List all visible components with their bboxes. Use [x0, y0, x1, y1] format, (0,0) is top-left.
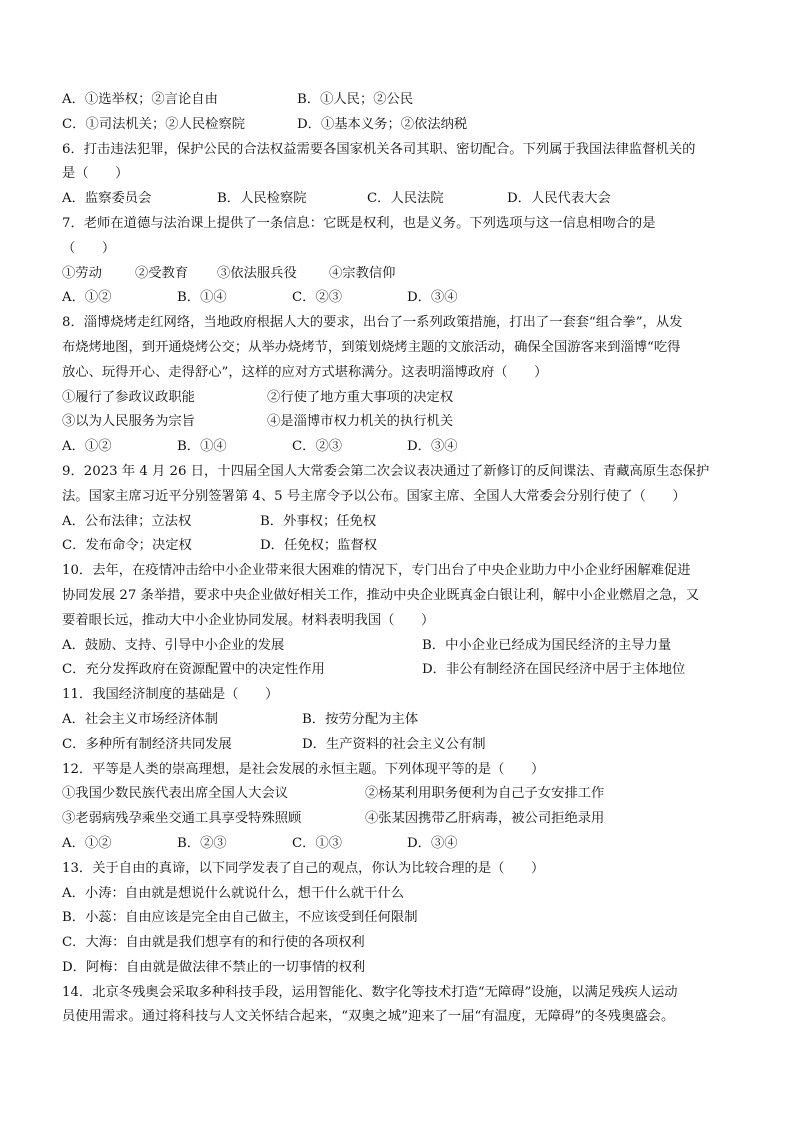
item-1: ①我国少数民族代表出席全国人大会议: [62, 786, 289, 802]
question-10-stem: 10．去年，在疫情冲击给中小企业带来很大困难的情况下，专门出台了中央企业助力中小企业纾困解难促进: [62, 563, 691, 579]
item-3: ③以为人民服务为宗旨: [62, 414, 195, 430]
option-b: B．小蕊：自由应该是完全由自己做主，不应该受到任何限制: [62, 910, 418, 926]
question-10-options-ab: [62, 634, 738, 659]
option-c: C．多种所有制经济共同发展: [62, 736, 232, 752]
question-6-stem-cont: 是（ ）: [62, 166, 129, 182]
question-6-stem: 6．打击违法犯罪，保护公民的合法权益需要各国家机关各司其职、密切配合。下列属于我国法律监督机关的: [62, 141, 696, 157]
option-a: A．①选举权；②言论自由: [62, 92, 218, 107]
question-8-stem-cont: 放心、玩得开心、走得舒心”，这样的应对方式堪称满分。这表明淄博政府（ ）: [62, 364, 548, 380]
question-9-options-cd: [62, 534, 738, 559]
option-b: B．外事权；任免权: [260, 513, 377, 529]
question-10-options-cd: [62, 658, 738, 683]
option-a: A．社会主义市场经济体制: [62, 711, 218, 727]
question-12-items-12: [62, 782, 738, 807]
option-a: A．①②: [62, 439, 112, 455]
option-b: B．②③: [177, 835, 227, 851]
question-6-options: [62, 187, 738, 212]
option-d: D．人民代表大会: [507, 191, 611, 207]
item-3: ③老弱病残孕乘坐交通工具享受特殊照顾: [62, 811, 302, 827]
exam-page: [62, 88, 738, 1030]
option-c: C．人民法院: [367, 191, 444, 207]
question-12-options: [62, 832, 738, 857]
item-4: ④是淄博市权力机关的执行机关: [267, 414, 454, 430]
option-b: B．中小企业已经成为国民经济的主导力量: [422, 637, 672, 653]
question-14-stem-cont: 员使用需求。通过将科技与人文关怀结合起来，“双奥之城”迎来了一届“有温度，无障碍”的冬残奥盛会。: [62, 1009, 675, 1025]
option-d: D．任免权；监督权: [260, 538, 378, 554]
option-c: C．②③: [292, 290, 343, 306]
option-d: D．①基本义务；②依法纳税: [297, 116, 468, 132]
question-9-stem: 9．2023 年 4 月 26 日，十四届全国人大常委会第二次会议表决通过了新修订的反间谍法、青藏高原生态保护: [62, 463, 710, 479]
option-d: D．阿梅：自由就是做法律不禁止的一切事情的权利: [62, 959, 366, 975]
option-a: A．公布法律；立法权: [62, 513, 192, 529]
question-7-stem: 7．老师在道德与法治课上提供了一条信息：它既是权利，也是义务。下列选项与这一信息相吻合的是: [62, 215, 656, 231]
question-5-options-ab: [62, 88, 738, 113]
question-11-options-ab: [62, 708, 738, 733]
option-b: B．①④: [177, 439, 227, 455]
question-14-stem: 14．北京冬残奥会采取多种科技手段，运用智能化、数字化等技术打造“无障碍”设施，以满足残疾人运动: [62, 984, 678, 1000]
option-a: A．鼓励、支持、引导中小企业的发展: [62, 637, 285, 653]
item-2: ②受教育: [135, 265, 189, 281]
option-b: B．人民检察院: [217, 191, 307, 207]
item-3: ③依法服兵役: [217, 265, 297, 281]
option-a: A．小涛：自由就是想说什么就说什么，想干什么就干什么: [62, 885, 405, 901]
option-b: B．按劳分配为主体: [302, 711, 419, 727]
option-b: B．①④: [177, 290, 227, 306]
option-d: D．生产资料的社会主义公有制: [302, 736, 486, 752]
question-10-stem-cont: 协同发展 27 条举措，要求中央企业做好相关工作，推动中央企业既真金白银让利，解中小企业燃眉之急，又: [62, 587, 700, 603]
question-8-options: [62, 435, 738, 460]
item-4: ④宗教信仰: [329, 265, 396, 281]
option-c: C．发布命令；决定权: [62, 538, 192, 554]
option-a: A．①②: [62, 835, 112, 851]
question-7-stem-cont: （ ）: [62, 240, 116, 256]
option-d: D．③④: [407, 439, 458, 455]
option-a: A．监察委员会: [62, 191, 152, 207]
question-8-items-12: [62, 386, 738, 411]
option-a: A．①②: [62, 290, 112, 306]
item-1: ①劳动: [62, 265, 102, 281]
question-12-stem: 12．平等是人类的崇高理想，是社会发展的永恒主题。下列体现平等的是（ ）: [62, 761, 545, 777]
option-c: C．充分发挥政府在资源配置中的决定性作用: [62, 662, 325, 678]
question-8-stem-cont: 布烧烤地图，到开通烧烤公交；从举办烧烤节，到策划烧烤主题的文旅活动，确保全国游客来到淄博“吃得: [62, 339, 681, 355]
question-7-items: [62, 262, 738, 287]
question-11-options-cd: [62, 733, 738, 758]
question-7-options: [62, 286, 738, 311]
question-8-items-34: [62, 410, 738, 435]
item-2: ②行使了地方重大事项的决定权: [267, 389, 454, 405]
item-1: ①履行了参政议政职能: [62, 389, 195, 405]
option-b: B．①人民；②公民: [297, 92, 414, 107]
question-5-options-cd: [62, 113, 738, 138]
item-4: ④张某因携带乙肝病毒，被公司拒绝录用: [365, 811, 605, 827]
item-2: ②杨某利用职务便利为自己子女安排工作: [365, 786, 605, 802]
option-d: D．③④: [407, 290, 458, 306]
question-13-stem: 13．关于自由的真谛，以下同学发表了自己的观点，你认为比较合理的是（ ）: [62, 860, 545, 876]
option-c: C．②③: [292, 439, 343, 455]
question-9-options-ab: [62, 510, 738, 535]
option-d: D．③④: [407, 835, 458, 851]
question-10-stem-cont: 要着眼长远，推动大中小企业协同发展。材料表明我国（ ）: [62, 612, 435, 628]
option-c: C．大海：自由就是我们想享有的和行使的各项权利: [62, 935, 365, 951]
question-8-stem: 8．淄博烧烤走红网络，当地政府根据人大的要求，出台了一系列政策措施，打出了一套套“组合拳”，从发: [62, 315, 683, 331]
option-c: C．①司法机关；②人民检察院: [62, 116, 246, 132]
question-12-items-34: [62, 807, 738, 832]
question-9-stem-cont: 法。国家主席习近平分别签署第 4、5 号主席令予以公布。国家主席、全国人大常委会分别行使了（ ）: [62, 488, 686, 504]
question-11-stem: 11．我国经济制度的基础是（ ）: [62, 687, 279, 703]
option-c: C．①③: [292, 835, 343, 851]
option-d: D．非公有制经济在国民经济中居于主体地位: [422, 662, 686, 678]
